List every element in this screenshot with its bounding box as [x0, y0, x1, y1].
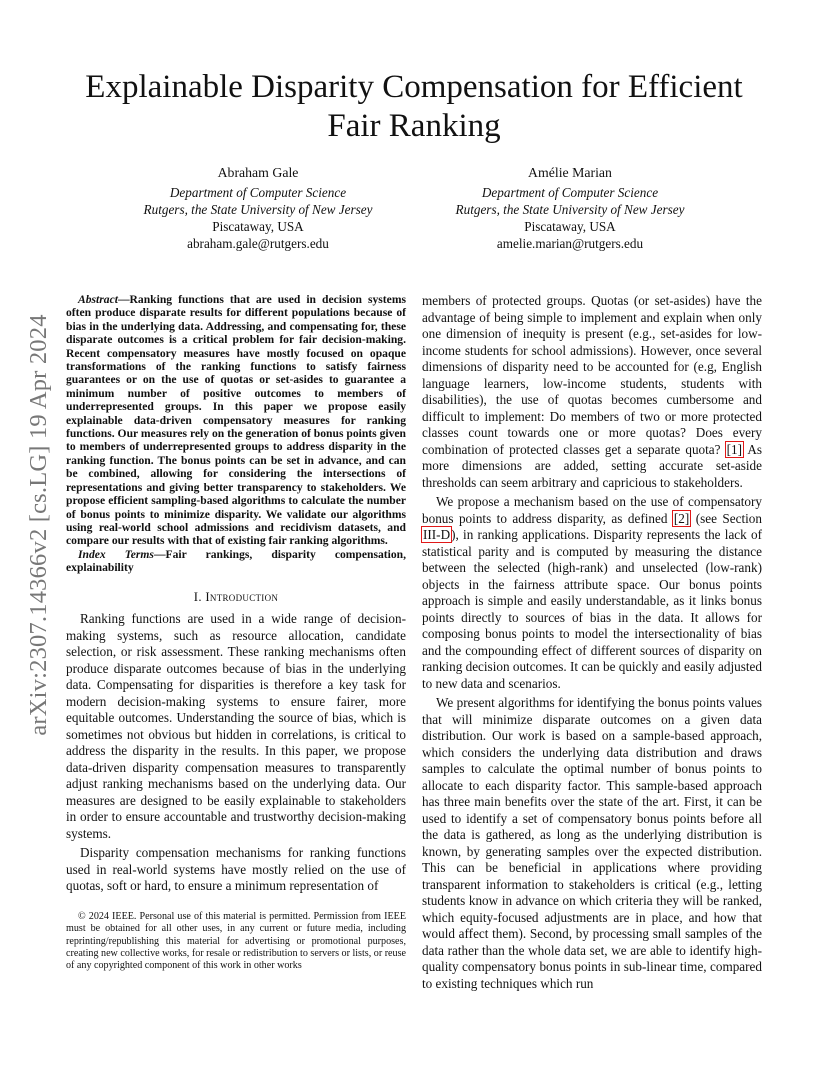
intro-paragraph: Disparity compensation mechanisms for ranking functions used in real-world systems have mostly relied on the use of quotas, soft or hard, to ensure a minimum representation of — [66, 845, 406, 894]
author-block-2 — [405, 164, 735, 252]
section-heading-introduction: I. Introduction — [193, 589, 279, 604]
index-terms-text: —Fair rankings, disparity compensation, explainability — [66, 547, 406, 575]
abstract-lead: Abstract — [78, 293, 118, 306]
author-block-1 — [93, 164, 423, 252]
body-paragraph — [422, 494, 762, 692]
author-department: Department of Computer Science — [481, 185, 659, 200]
author-department: Department of Computer Science — [169, 185, 347, 200]
author-location: Piscataway, USA — [212, 219, 304, 234]
abstract — [66, 293, 406, 548]
citation-link[interactable]: [2] — [673, 510, 690, 526]
paragraph-text: As more dimensions are added, setting accurate set-aside thresholds can seem arbitrary and capricious to stakeholders. — [422, 441, 762, 490]
section-reference-link[interactable]: III-D — [423, 527, 451, 542]
paragraph-text: members of protected groups. Quotas (or set-asides) have the advantage of being simple to implement and explain when only one dimension of inequity is present (e.g., set-asides for low-income students for school admissions). However, once several dimensions of disparity need to be accounted for (e.g, English language learners, low-income students, students with disabilities), the use of quotas becomes cumbersome and difficult to implement: Do members of two or more protected classes count towards one or more quotas? Does every combination of protected classes get a separate quota? — [422, 293, 762, 457]
author-email[interactable]: abraham.gale@rutgers.edu — [187, 236, 329, 251]
index-terms-lead: Index Terms — [78, 547, 154, 561]
paragraph-text: We propose a mechanism based on the use of compensatory bonus points to address disparity, as defined — [422, 494, 762, 526]
left-column — [66, 293, 406, 898]
paper-title: Explainable Disparity Compensation for Efficient Fair Ranking — [85, 69, 743, 144]
author-email[interactable]: amelie.marian@rutgers.edu — [496, 236, 644, 251]
intro-paragraph: Ranking functions are used in a wide range of decision-making systems, such as resource allocation, candidate selection, or risk assessment. These ranking mechanisms often produce disparate outcomes because of bias in the underlying data. Compensating for disparities is therefore a key task for modern decision-making systems to ensure fairer, more equitable outcomes. Understanding the source of bias, which is sometimes not obvious but hidden in correlations, is critical to address the disparity in the results. In this paper, we propose data-driven disparity compensation measures to transparently adjust ranking mechanisms based on the underlying data. Our measures are designed to be easily explainable to stakeholders in order to ensure accountable and trustworthy decision-making systems. — [66, 611, 406, 841]
right-column — [422, 293, 762, 995]
paragraph-text: ), in ranking applications. Disparity represents the lack of statistical parity and is computed by measuring the distance between the selected (high-rank) and unselected (low-rank) objects in the fairness attribute space. Our bonus points approach is simple and easily understandable, as it links bonus points directly to sources of bias in the data. It allows for composing bonus points to model the intersectionality of bias and the compounding effect of different sources of disparity on ranking decision outcomes. It can be quickly and easily adjusted to new data and scenarios. — [422, 527, 762, 691]
author-university: Rutgers, the State University of New Jersey — [455, 202, 685, 217]
body-paragraph: We present algorithms for identifying the bonus points values that will minimize disparate outcomes on a given data distribution. Our work is based on a sample-based approach, which considers the underlying data distribution and draws samples to calculate the optimal number of bonus points to allocate to each disparity factor. This sample-based approach has three main benefits over the state of the art. First, it can be used to identify a set of compensatory bonus points before all the data is gathered, as long as the underlying distribution is known, by generating samples over the expected distribution. This can be beneficial in applications where providing transparent information to stakeholders is critical (e.g., letting students know in advance on which criteria they will be ranked, which equity-focused adjustments are in place, and how that would affect them). Second, by processing small samples of the data rather than the whole data set, we are able to identify high-quality compensatory bonus points in sub-linear time, compared to existing techniques which run — [422, 695, 762, 991]
author-location: Piscataway, USA — [524, 219, 616, 234]
abstract-text: —Ranking functions that are used in decision systems often produce disparate results for different populations because of bias in the underlying data. Addressing, and compensating for, these disparate outcomes is a critical problem for fair decision-making. Recent compensatory measures have mostly focused on opaque transformations of the ranking functions to satisfy fairness guarantees or on the use of quotas or set-asides to guarantee a minimum number of positive outcomes to members of underrepresented groups. In this paper we propose easily explainable data-driven compensatory measures for ranking functions. Our measures rely on the generation of bonus points given to members of underrepresented groups to address disparity in the ranking function. The bonus points can be set in advance, and can be combined, allowing for considering the intersections of representations and giving better transparency to stakeholders. We propose efficient sampling-based algorithms to calculate the number of bonus points to minimize disparity. We validate our algorithms using real-world school admissions and recidivism datasets, and compare our results with that of existing fair ranking algorithms. — [66, 293, 406, 548]
author-university: Rutgers, the State University of New Jersey — [143, 202, 373, 217]
paragraph-text: (see Section — [690, 510, 762, 526]
copyright-notice: © 2024 IEEE. Personal use of this material is permitted. Permission from IEEE must be obtained for all other uses, in any current or future media, including reprinting/republishing this material for advertising or promotional purposes, creating new collective works, for resale or redistribution to servers or lists, or reuse of any copyrighted component of this work in other works — [66, 911, 406, 972]
body-paragraph — [422, 293, 762, 491]
arxiv-identifier[interactable]: arXiv:2307.14366v2 [cs.LG] 19 Apr 2024 — [25, 314, 52, 736]
citation-link[interactable]: [1] — [726, 441, 742, 457]
author-name: Amélie Marian — [528, 165, 612, 180]
author-name: Abraham Gale — [217, 165, 299, 180]
arxiv-sidebar — [26, 290, 52, 760]
index-terms — [66, 548, 406, 575]
